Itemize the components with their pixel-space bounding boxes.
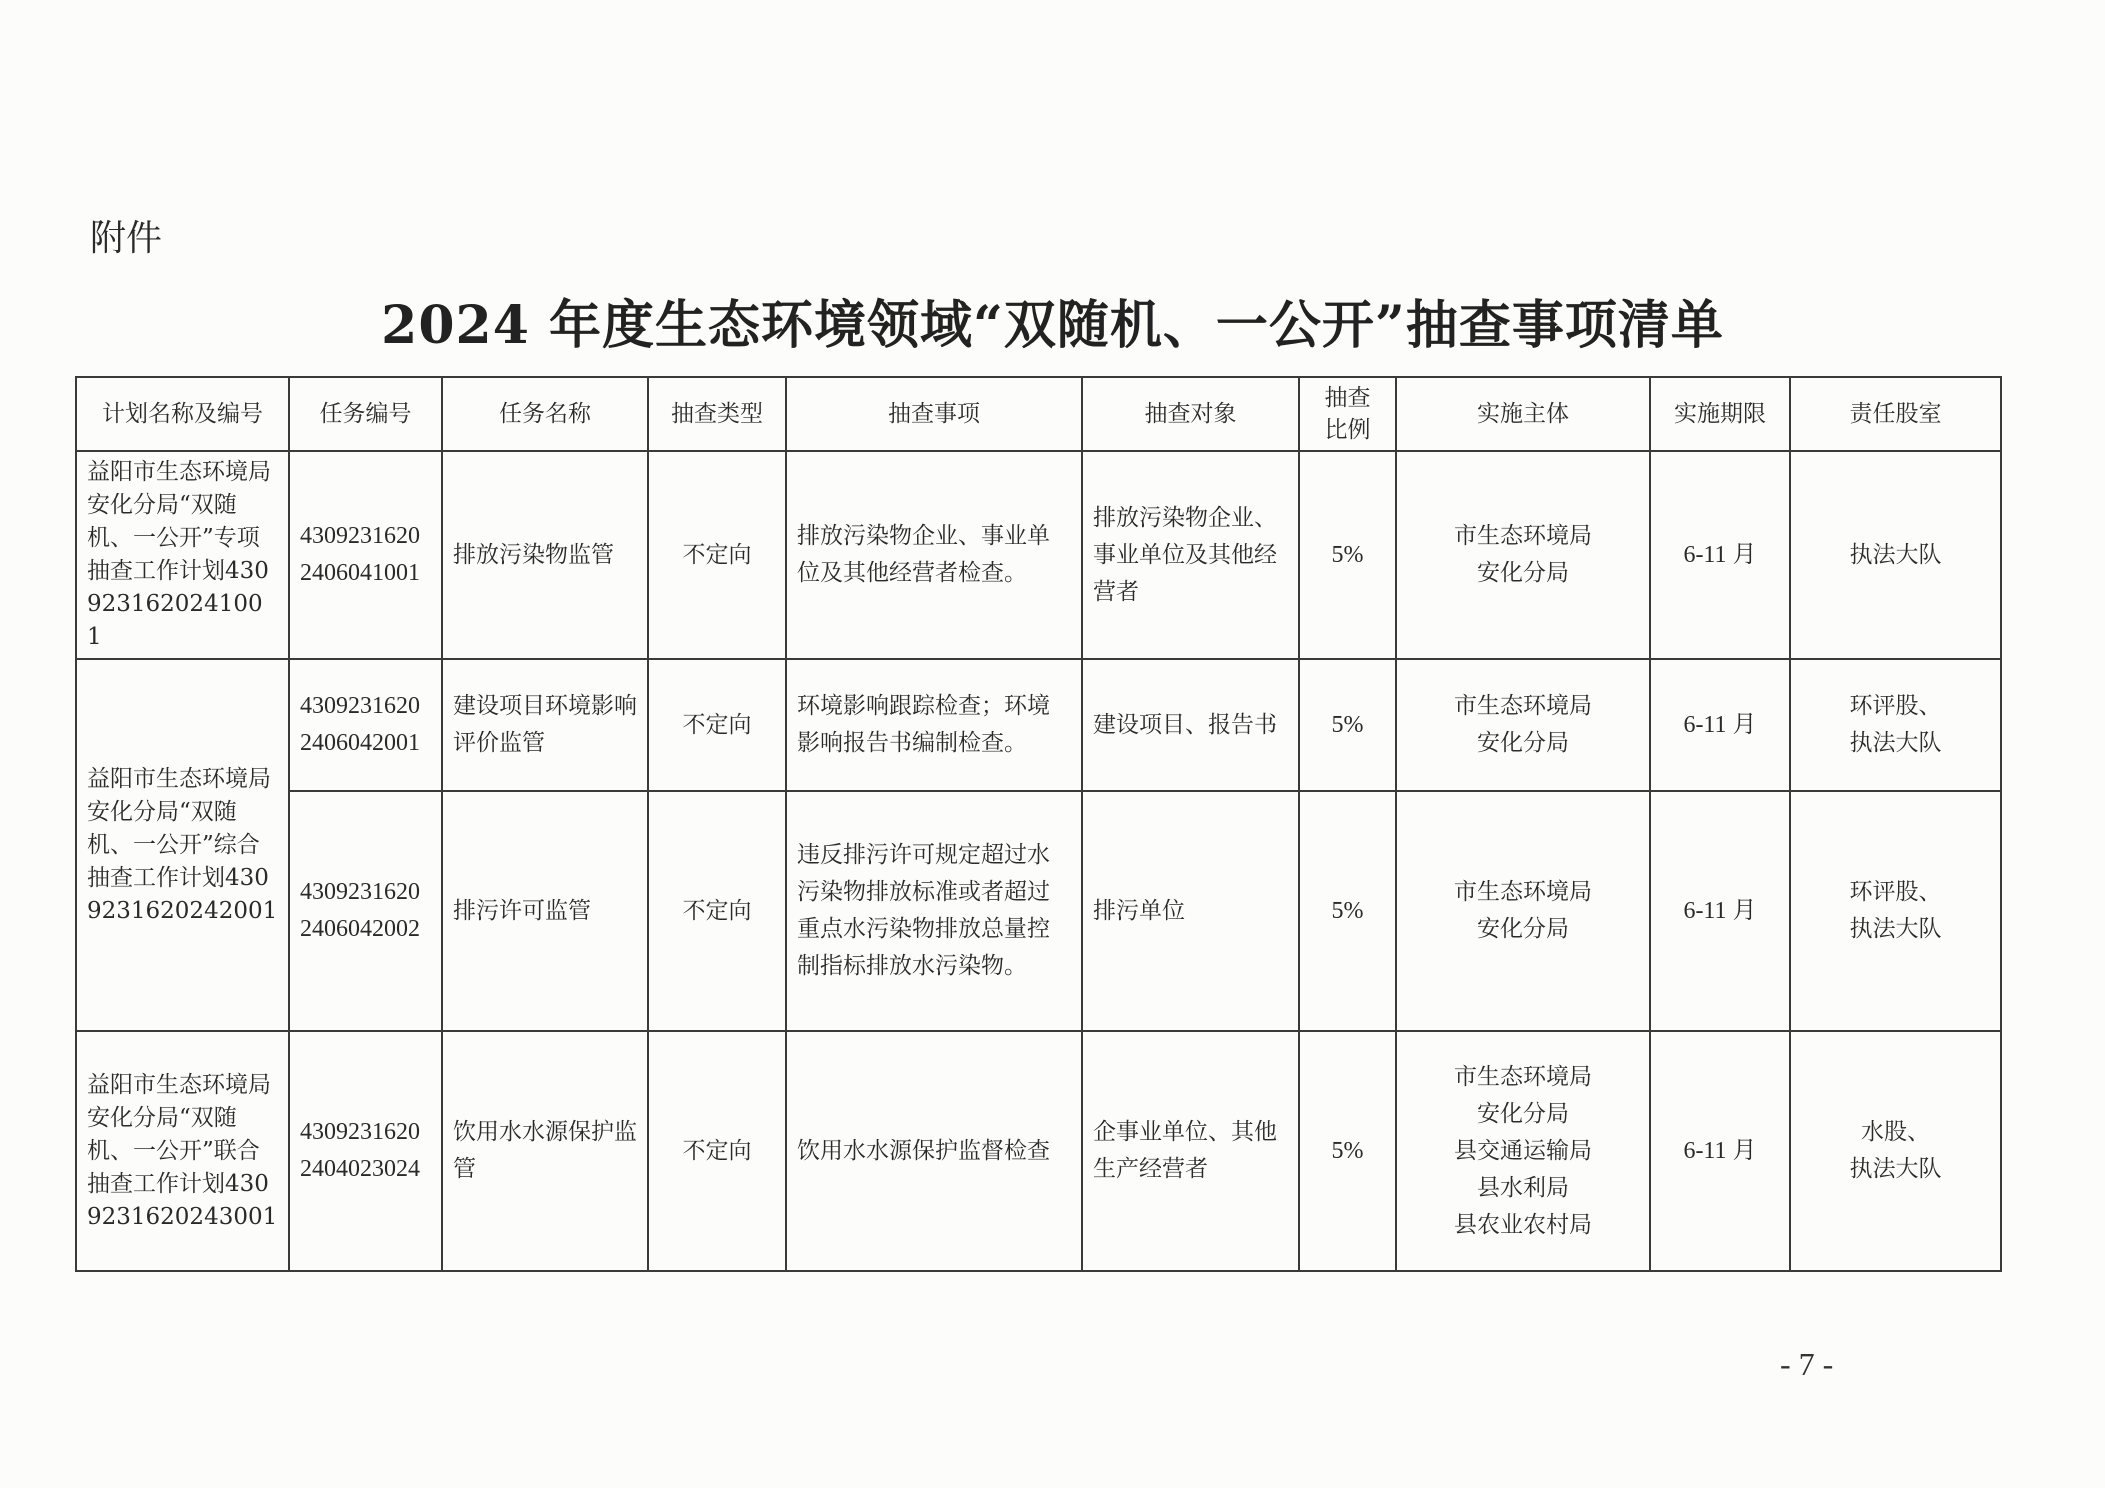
executor-line: 县农业农村局 [1454,1211,1592,1238]
executor-line: 市生态环境局 [1454,1063,1592,1090]
department-cell [1790,451,2001,659]
department-cell [1790,791,2001,1031]
plan-cell: 益阳市生态环境局安化分局“双随机、一公开”专项抽查工作计划430923162024100 1 [76,451,289,659]
department-cell [1790,659,2001,791]
inspection-type: 不定向 [648,451,786,659]
executor-cell [1396,659,1650,791]
table-row [76,659,2001,791]
executor-line: 市生态环境局 [1454,523,1592,549]
inspection-target: 排污单位 [1082,791,1299,1031]
table-header-row [76,377,2001,451]
executor-cell [1396,791,1650,1031]
inspection-type: 不定向 [648,659,786,791]
inspection-target: 建设项目、报告书 [1082,659,1299,791]
column-header: 任务编号 [289,377,442,451]
task-name: 建设项目环境影响评价监管 [442,659,648,791]
column-header: 任务名称 [442,377,648,451]
plan-cell: 益阳市生态环境局安化分局“双随机、一公开”综合抽查工作计划4309231620242001 [76,659,289,1031]
executor-cell [1396,1031,1650,1271]
inspection-ratio: 5% [1299,791,1396,1031]
executor-cell [1396,451,1650,659]
document-title: 2024 年度生态环境领域“双随机、一公开”抽查事项清单 [381,295,1724,356]
inspection-ratio: 5% [1299,659,1396,791]
page-number: - 7 - [1780,1346,1834,1382]
department-cell [1790,1031,2001,1271]
column-header: 抽查对象 [1082,377,1299,451]
column-header: 抽查类型 [648,377,786,451]
executor-line: 市生态环境局 [1454,693,1592,719]
department-line: 执法大队 [1849,916,1942,942]
task-number: 43092316202404023024 [289,1031,442,1271]
executor-line: 县交通运输局 [1454,1137,1592,1164]
inspection-ratio: 5% [1299,1031,1396,1271]
inspection-item: 违反排污许可规定超过水污染物排放标准或者超过重点水污染物排放总量控制指标排放水污染物。 [786,791,1082,1031]
department-line: 环评股、 [1849,879,1942,905]
period: 6-11 月 [1650,451,1790,659]
executor-line: 安化分局 [1477,916,1569,942]
executor-line: 县水利局 [1477,1174,1569,1201]
inspection-item: 饮用水水源保护监督检查 [786,1031,1082,1271]
executor-line: 安化分局 [1477,560,1569,586]
column-header: 抽查比例 [1299,377,1396,451]
inspection-target: 企事业单位、其他生产经营者 [1082,1031,1299,1271]
department-line: 环评股、 [1849,693,1942,719]
executor-line: 市生态环境局 [1454,879,1592,905]
attachment-label: 附件 [90,218,163,259]
inspection-item: 排放污染物企业、事业单位及其他经营者检查。 [786,451,1082,659]
inspection-ratio: 5% [1299,451,1396,659]
inspection-target: 排放污染物企业、事业单位及其他经营者 [1082,451,1299,659]
executor-line: 安化分局 [1477,1100,1569,1127]
department-line: 执法大队 [1849,541,1942,568]
executor-line: 安化分局 [1477,730,1569,756]
column-header: 抽查事项 [786,377,1082,451]
period: 6-11 月 [1650,1031,1790,1271]
column-header: 实施期限 [1650,377,1790,451]
task-number: 43092316202406041001 [289,451,442,659]
table-row [76,791,2001,1031]
column-header: 责任股室 [1790,377,2001,451]
department-line: 水股、 [1861,1119,1930,1145]
column-header: 计划名称及编号 [76,377,289,451]
column-header: 实施主体 [1396,377,1650,451]
period: 6-11 月 [1650,659,1790,791]
inspection-type: 不定向 [648,791,786,1031]
task-name: 排放污染物监管 [442,451,648,659]
inspection-item: 环境影响跟踪检查；环境影响报告书编制检查。 [786,659,1082,791]
period: 6-11 月 [1650,791,1790,1031]
table-row [76,1031,2001,1271]
inspection-table [75,376,2002,1272]
plan-cell: 益阳市生态环境局安化分局“双随机、一公开”联合抽查工作计划4309231620243001 [76,1031,289,1271]
department-line: 执法大队 [1849,1156,1942,1182]
task-number: 43092316202406042002 [289,791,442,1031]
task-name: 排污许可监管 [442,791,648,1031]
task-number: 43092316202406042001 [289,659,442,791]
task-name: 饮用水水源保护监管 [442,1031,648,1271]
department-line: 执法大队 [1849,730,1942,756]
inspection-type: 不定向 [648,1031,786,1271]
table-row [76,451,2001,659]
